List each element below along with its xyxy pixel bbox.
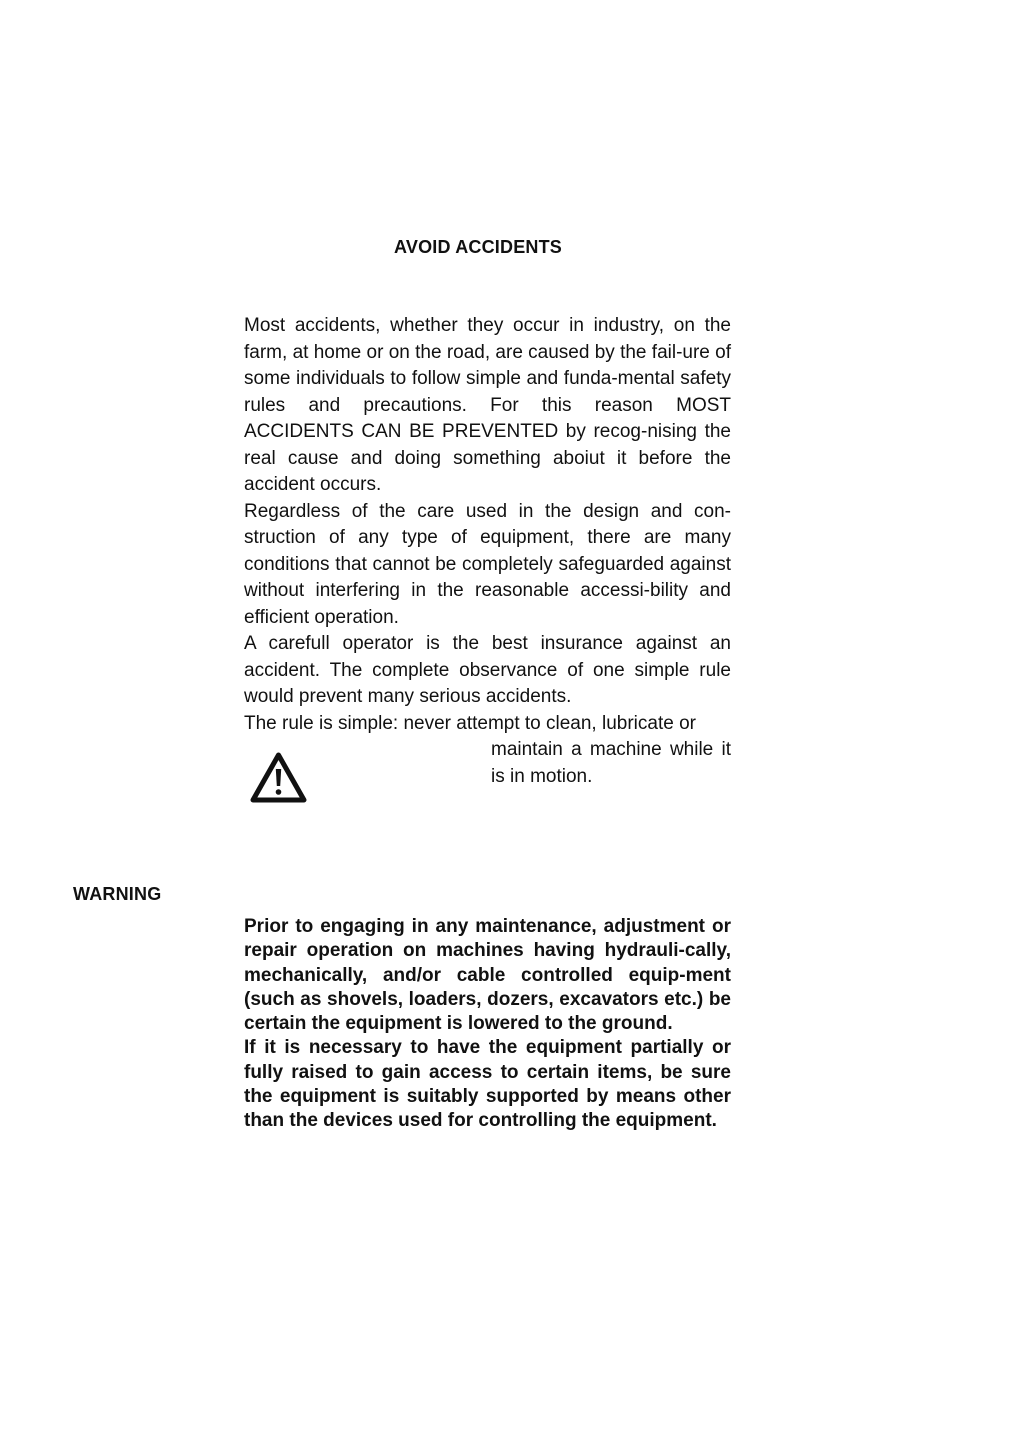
warning-triangle-icon: [250, 752, 307, 803]
warning-heading: WARNING: [73, 884, 162, 904]
intro-text: [244, 313, 731, 737]
rule-continuation: maintain a machine while it is in motion.: [491, 739, 731, 787]
warning-text: [244, 915, 731, 1134]
intro-paragraph: The rule is simple: never attempt to clean, lubricate or: [244, 712, 696, 734]
intro-paragraph: Regardless of the care used in the design and con-struction of any type of equipment, there are many conditions that cannot be completely safeguarded against without interfering in the reasonable accessi-bility and efficient operation.: [244, 500, 731, 628]
warning-paragraph: If it is necessary to have the equipment partially or fully raised to gain access to certain items, be sure the equipment is suitably supported by means other than the devices used for controlling the equipment.: [244, 1037, 731, 1132]
intro-paragraph: Most accidents, whether they occur in industry, on the farm, at home or on the road, are caused by the fail-ure of some individuals to follow simple and funda-mental safety rules and precautions. For this reason MOST ACCIDENTS CAN BE PREVENTED by recog-nising the real cause and doing something aboiut it before the accident occurs.: [244, 315, 731, 495]
page-title: AVOID ACCIDENTS: [394, 237, 563, 257]
intro-paragraph: A carefull operator is the best insurance against an accident. The complete observance of one simple rule would prevent many serious accidents.: [244, 633, 731, 707]
warning-paragraph: Prior to engaging in any maintenance, adjustment or repair operation on machines having hydrauli-cally, mechanically, and/or cable controlled equip-ment (such as shovels, loaders, dozers, excavators etc.) be certain the equipment is lowered to the ground.: [244, 916, 731, 1035]
